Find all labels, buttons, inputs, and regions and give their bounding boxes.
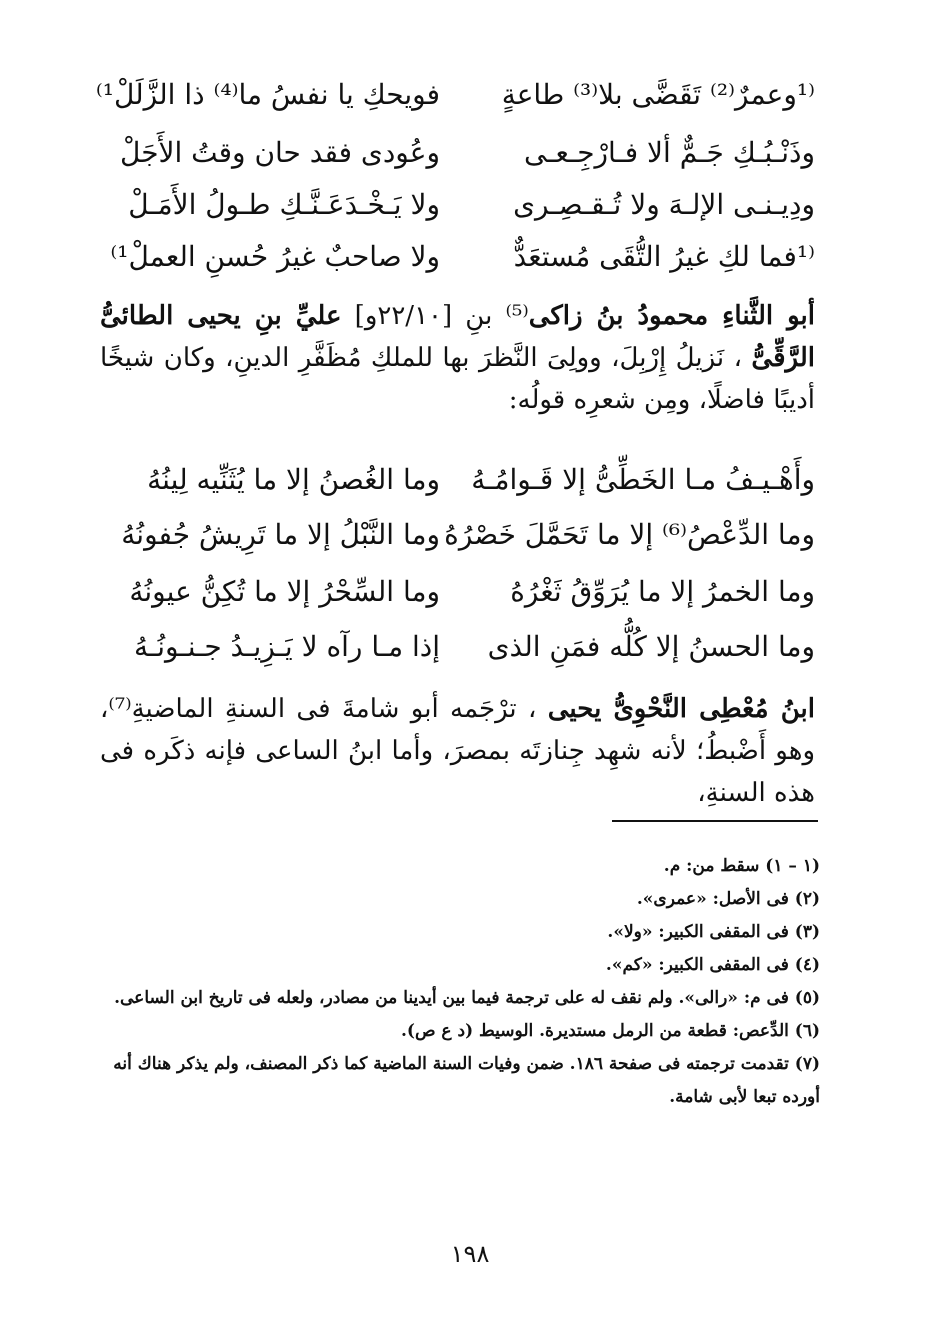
- verse-hemistich-right: ⁽¹وعمرٌ⁽²⁾ تَقَضَّى بلا⁽³⁾ طاعةٍ: [501, 78, 815, 111]
- verse-hemistich-left: وما السِّحْرُ إلا ما تُكِنُّ عيونُهُ: [129, 575, 440, 608]
- verse-hemistich-right: وأَهْـيـفُ مـا الخَطِّىُّ إلا قَـوامُـهُ: [471, 463, 815, 496]
- verse-hemistich-left: فويحكِ يا نفسُ ما⁽⁴⁾ ذا الزَّلَلْ¹⁾: [95, 78, 440, 111]
- person-name: ابنُ مُعْطِى النَّحْوِىُّ يحيى: [547, 694, 816, 724]
- verse-line: [100, 455, 815, 505]
- footnote: (١ – ١) سقط من: م.: [663, 856, 820, 876]
- paragraph-text: ، ترْجَمه أبو شامةَ فى السنةِ الماضيةِ⁽⁷⁾، وهو أَضْبطُ؛ لأنه شهِد جِنازتَه بمصرَ، وأما ابنُ الساعى فإنه ذكَره فى هذه السنةِ،: [100, 694, 815, 808]
- inline-note: ⁽⁵⁾ بنِ [٢٢/١٠و]: [341, 301, 529, 331]
- footnote: (٢) فى الأصل: «عمرى».: [636, 889, 820, 909]
- verse-hemistich-left: وما الغُصنُ إلا ما يُثَنِّيه لِينُهُ: [147, 463, 440, 496]
- verse-hemistich-right: وما الحسنُ إلا كُلُّه فمَنِ الذى: [487, 630, 815, 663]
- paragraph-text: ، نَزيلُ إِرْبِلَ، وولِىَ النَّظرَ بها للملكِ مُظَفَّرِ الدينِ، وكان شيخًا أديبًا فاضلًا، ومِن شعرِه قولُه:: [100, 343, 815, 415]
- verse-line: [100, 622, 815, 672]
- verse-hemistich-left: إذا مـا رآه لا يَـزِيـدُ جـنـونُـهُ: [134, 630, 440, 663]
- footnote: (٧) تقدمت ترجمته فى صفحة ١٨٦. ضمن وفيات السنة الماضية كما ذكر المصنف، ولم يذكر هناك أنه أورده تبعا لأبى شامة.: [113, 1054, 820, 1107]
- footnote-divider: [612, 820, 818, 822]
- footnote: (٤) فى المقفى الكبير: «كم».: [605, 955, 820, 975]
- footnote: (٦) الدِّعص: قطعة من الرمل مستديرة. الوسيط (د ع ص).: [401, 1021, 820, 1041]
- biography-paragraph: [100, 688, 815, 814]
- verse-hemistich-left: وعُودى فقد حان وقتُ الأَجَلْ: [120, 136, 440, 169]
- footnote: (٣) فى المقفى الكبير: «ولا».: [607, 922, 820, 942]
- biography-paragraph: [100, 295, 815, 421]
- verse-hemistich-left: ولا صاحبٌ غيرُ حُسنِ العملْ¹⁾: [110, 240, 440, 273]
- verse-line: [95, 70, 815, 120]
- verse-hemistich-right: ⁽¹فما لكِ غيرُ التُّقَى مُستعَدٌّ: [513, 240, 815, 273]
- verse-line: [100, 180, 815, 230]
- verse-hemistich-right: وما الدِّعْصُ⁽⁶⁾ إلا ما تَحَمَّلَ خَصْرُهُ: [444, 518, 815, 551]
- verse-hemistich-left: وما النَّبْلُ إلا ما تَرِيشُ جُفونُهُ: [121, 518, 440, 551]
- footnote: (٥) فى م: «رالى». ولم نقف له على ترجمة فيما بين أيدينا من مصادر، ولعله فى تاريخ ابن الساعى.: [114, 988, 820, 1008]
- verse-line: [100, 232, 815, 282]
- verse-hemistich-right: وما الخمرُ إلا ما يُرَوِّقُ ثَغْرُهُ: [510, 575, 815, 608]
- verse-hemistich-right: ودِيـنـى الإلـهَ ولا تُـقـصِـرى: [513, 188, 815, 221]
- verse-hemistich-left: ولا يَـخْـدَعَـنَّـكِ طـولُ الأَمَـلْ: [128, 188, 440, 221]
- verse-line: [100, 510, 815, 560]
- page-number: ١٩٨: [450, 1240, 490, 1268]
- verse-line: [100, 567, 815, 617]
- verse-hemistich-right: وذَنْـبُـكِ جَـمٌّ ألا فـارْجِـعـى: [523, 136, 815, 169]
- person-name: عليِّ بنِ يحيى الطائىُّ الرَّقِّىُّ: [100, 301, 815, 373]
- person-name: أبو الثَّناءِ محمودُ بنُ زاكى: [528, 301, 815, 331]
- verse-line: [100, 128, 815, 178]
- footnotes: [100, 850, 820, 1114]
